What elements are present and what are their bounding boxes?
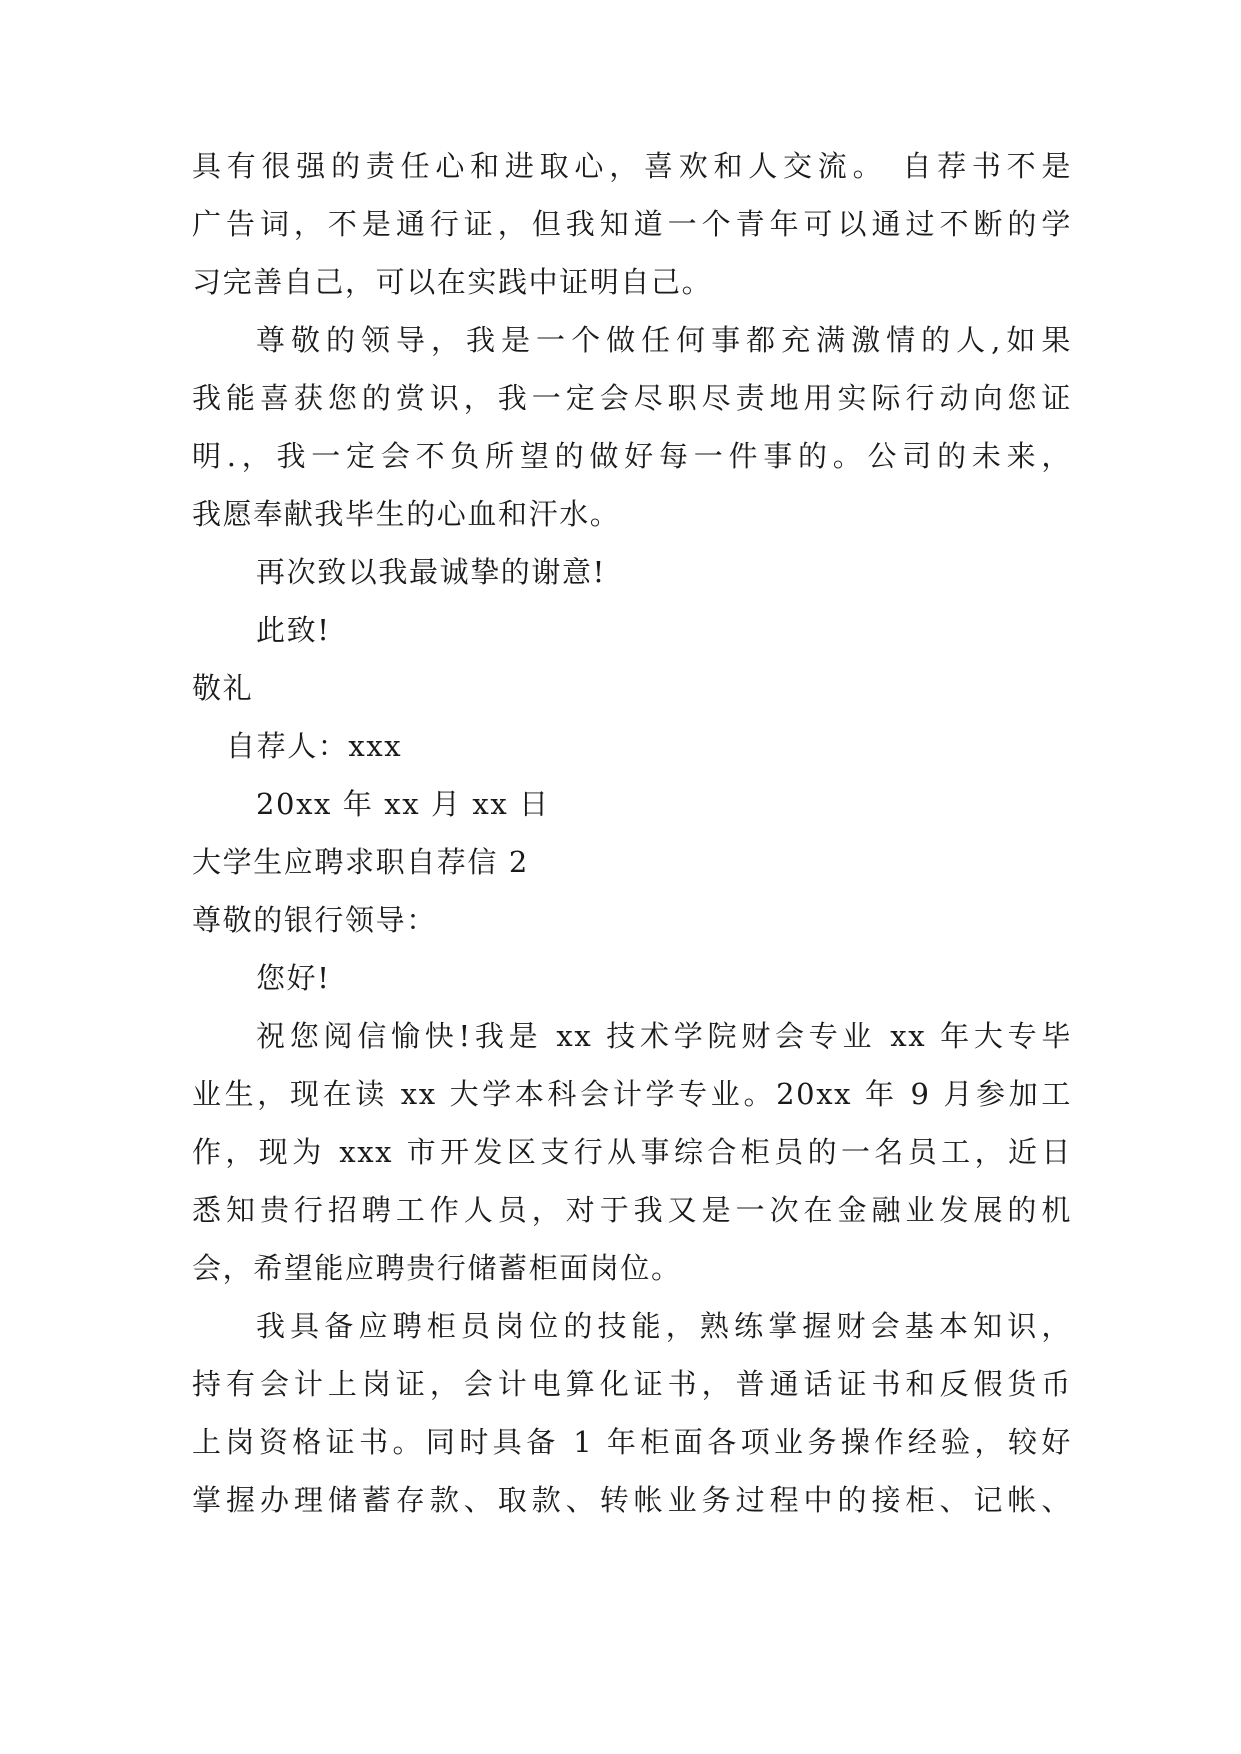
greeting: 尊敬的银行领导： xyxy=(192,903,437,937)
date-line: 20xx 年 xx 月 xx 日 xyxy=(256,787,550,821)
text-line: 持有会计上岗证，会计电算化证书，普通话证书和反假货币 xyxy=(192,1367,1072,1401)
text-line: 明.，我一定会不负所望的做好每一件事的。公司的未来， xyxy=(192,439,1072,473)
text-line: 业生，现在读 xx 大学本科会计学专业。20xx 年 9 月参加工 xyxy=(192,1077,1072,1111)
text-line: 我能喜获您的赏识，我一定会尽职尽责地用实际行动向您证 xyxy=(192,381,1072,415)
text-line: 我愿奉献我毕生的心血和汗水。 xyxy=(192,497,621,531)
text-line: 上岗资格证书。同时具备 1 年柜面各项业务操作经验，较好 xyxy=(192,1425,1072,1459)
text-line: 会，希望能应聘贵行储蓄柜面岗位。 xyxy=(192,1251,682,1285)
text-line: 尊敬的领导，我是一个做任何事都充满激情的人,如果 xyxy=(256,323,1072,357)
text-line: 您好! xyxy=(256,961,331,995)
section-title: 大学生应聘求职自荐信 2 xyxy=(192,845,529,879)
signature-line: 自荐人：xxx xyxy=(226,729,403,763)
text-line: 掌握办理储蓄存款、取款、转帐业务过程中的接柜、记帐、 xyxy=(192,1483,1072,1517)
text-line: 习完善自己，可以在实践中证明自己。 xyxy=(192,265,713,299)
closing-line: 此致! xyxy=(256,613,331,647)
text-line: 我具备应聘柜员岗位的技能，熟练掌握财会基本知识， xyxy=(256,1309,1072,1343)
text-line: 具有很强的责任心和进取心，喜欢和人交流。 自荐书不是 xyxy=(192,149,1072,183)
text-line: 再次致以我最诚挚的谢意! xyxy=(256,555,606,589)
salutation: 敬礼 xyxy=(192,671,254,705)
text-line: 作，现为 xxx 市开发区支行从事综合柜员的一名员工，近日 xyxy=(192,1135,1072,1169)
text-line: 祝您阅信愉快!我是 xx 技术学院财会专业 xx 年大专毕 xyxy=(256,1019,1072,1053)
text-line: 悉知贵行招聘工作人员，对于我又是一次在金融业发展的机 xyxy=(192,1193,1072,1227)
text-line: 广告词，不是通行证，但我知道一个青年可以通过不断的学 xyxy=(192,207,1072,241)
